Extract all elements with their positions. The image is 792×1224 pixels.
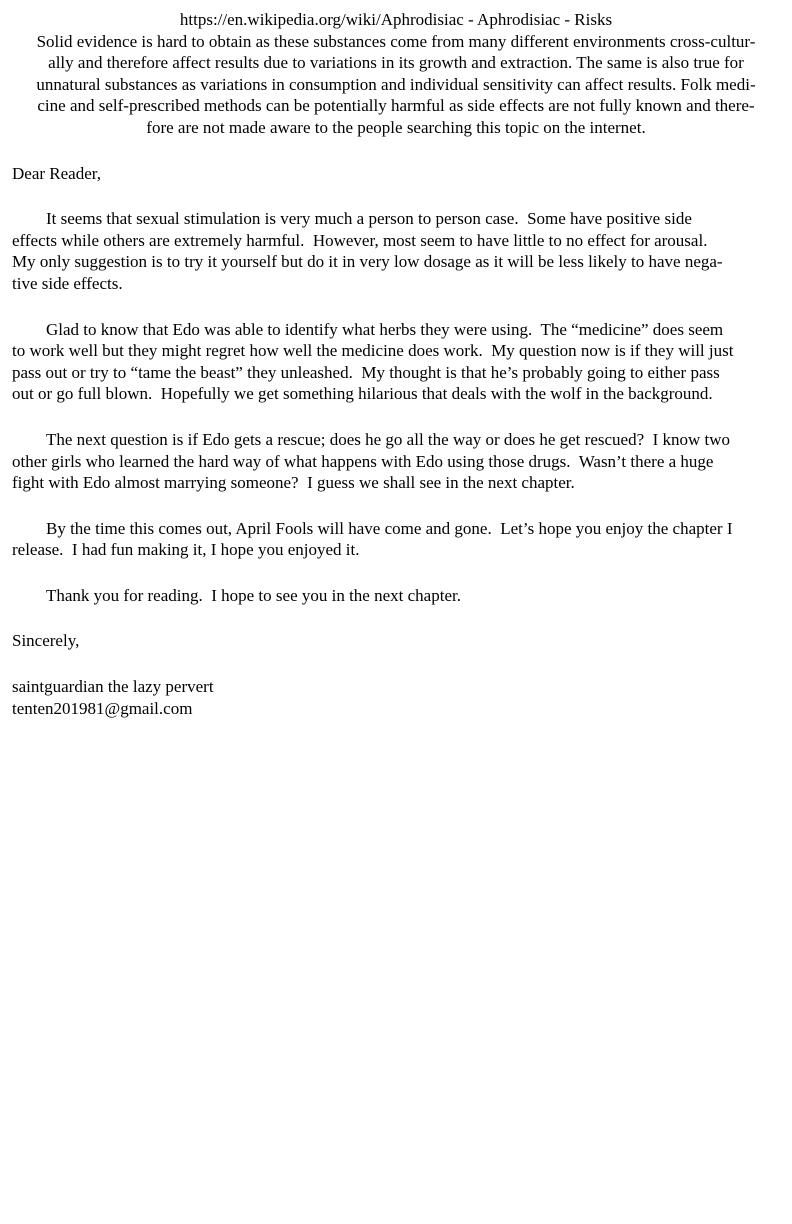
paragraph-line: effects while others are extremely harmful. However, most seem to have little to no effect for arousal. — [12, 230, 708, 250]
paragraph — [12, 208, 779, 294]
paragraph — [12, 585, 779, 607]
paragraph-line: Thank you for reading. I hope to see you in the next chapter. — [46, 585, 461, 605]
paragraph — [12, 319, 779, 405]
paragraph-line: pass out or try to “tame the beast” they unleashed. My thought is that he’s probably going to either pass — [12, 362, 720, 382]
header-line: cine and self-prescribed methods can be potentially harmful as side effects are not fully known and there- — [37, 96, 755, 116]
paragraph-line: other girls who learned the hard way of what happens with Edo using those drugs. Wasn’t there a huge — [12, 451, 714, 471]
paragraph-line: release. I had fun making it, I hope you enjoyed it. — [12, 540, 360, 560]
paragraph — [12, 518, 779, 561]
header-source-url-line: https://en.wikipedia.org/wiki/Aphrodisiac - Aphrodisiac - Risks — [179, 10, 613, 29]
signature-block — [12, 676, 779, 719]
signature-email: tenten201981@gmail.com — [12, 698, 193, 718]
paragraph-line: Glad to know that Edo was able to identify what herbs they were using. The “medicine” does seem — [46, 319, 724, 339]
paragraph — [12, 429, 779, 494]
header-line: Solid evidence is hard to obtain as these substances come from many different environments cross-cultur- — [36, 31, 756, 51]
paragraph-line: By the time this comes out, April Fools will have come and gone. Let’s hope you enjoy the chapter I — [46, 518, 733, 538]
signature-name: saintguardian the lazy pervert — [12, 677, 214, 697]
paragraph-line: The next question is if Edo gets a rescue; does he go all the way or does he get rescued? I know two — [46, 429, 731, 449]
paragraph-line: My only suggestion is to try it yourself but do it in very low dosage as it will be less likely to have nega- — [12, 252, 723, 272]
letter-body — [0, 163, 792, 720]
paragraph-line: tive side effects. — [12, 273, 123, 293]
closing: Sincerely, — [12, 631, 80, 651]
letter-header — [0, 0, 792, 139]
header-line: fore are not made aware to the people searching this topic on the internet. — [146, 117, 646, 137]
salutation: Dear Reader, — [12, 163, 101, 183]
paragraph-line: to work well but they might regret how well the medicine does work. My question now is if they will just — [12, 341, 734, 361]
paragraph-line: out or go full blown. Hopefully we get something hilarious that deals with the wolf in the background. — [12, 384, 713, 404]
header-line: ally and therefore affect results due to variations in its growth and extraction. The same is also true for — [48, 53, 744, 73]
paragraph-line: fight with Edo almost marrying someone? I guess we shall see in the next chapter. — [12, 473, 575, 493]
paragraph-line: It seems that sexual stimulation is very much a person to person case. Some have positive side — [46, 209, 692, 229]
header-line: unnatural substances as variations in consumption and individual sensitivity can affect results. Folk medi- — [36, 74, 756, 94]
